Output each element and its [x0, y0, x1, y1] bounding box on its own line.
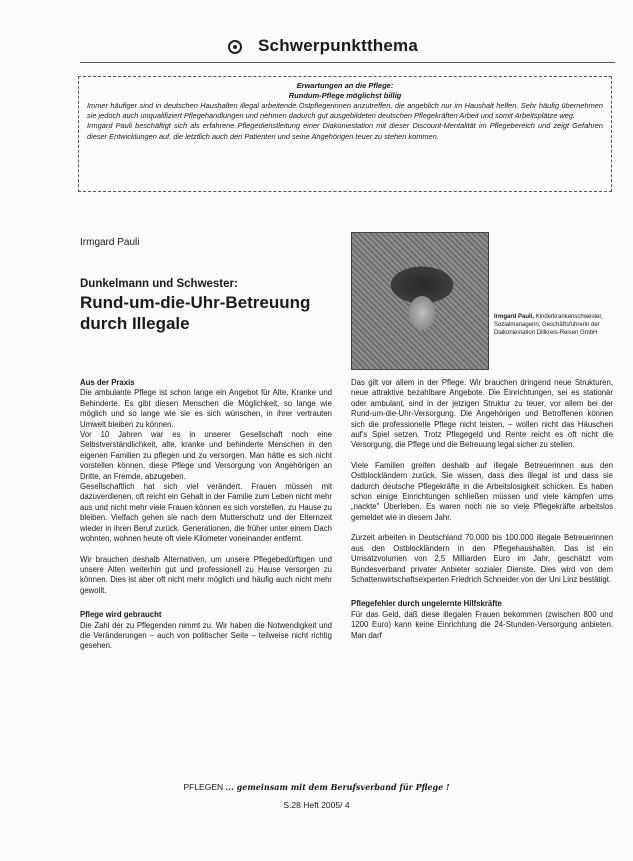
article-author: Irmgard Pauli [80, 237, 140, 248]
intro-box-paragraph: Immer häufiger sind in deutschen Haushalten illegal arbeitende Ostpflegerinnen anzutreffen, die angeblich nur im Haushalt helfen. Sehr häufig übernehmen sie jedoch auch unqualifiziert Pflegehandlungen und nehmen dadurch gut ausgebildeten deutschen Pflegekräften Arbeit und somit Arbeitsplätze weg. [87, 101, 603, 121]
section-title: Schwerpunktthema [258, 36, 419, 55]
paragraph: Die ambulante Pflege ist schon lange ein Angebot für Alte, Kranke und Behinderte. Es gibt diesen Menschen die Möglichkeit, so lange wie möglich und so lange wie sie es sich wünschen, in ihrer vertrauten Umwelt bleiben zu können. [80, 388, 332, 429]
section-heading: Aus der Praxis [80, 378, 135, 387]
footer-page-info: S.28 Heft 2005/ 4 [283, 800, 350, 810]
right-column [351, 378, 613, 651]
section-header [0, 36, 633, 62]
paragraph: Die Zahl der zu Pflegenden nimmt zu. Wir haben die Notwendigkeit und die Veränderungen – auch von politischer Seite – teilweise nicht richtig gesehen. [80, 620, 332, 651]
paragraph: Viele Familien greifen deshalb auf illegale Betreuerinnen aus den Ostblockländern zurück. Sie wissen, dass dies illegal ist und dass sie dadurch deutsche Pflegekräfte in die Arbeitslosigkeit schicken. Es haben schon einige Einrichtungen schließen müssen und viele kämpfen ums „nackte" Überleben. Es waren noch nie so viele Pflegekräfte arbeitslos gemeldet wie in diesem Jahr. [351, 460, 613, 522]
intro-box-paragraph: Irmgard Pauli beschäftigt sich als erfahrene Pflegedienstleitung einer Diakoniestation mit dieser Discount-Mentalität im Pflegebereich und zeigt Gefahren dieser Entwicklungen auf, die letztlich auch den Patienten und seine Angehörigen teuer zu stehen kommen. [87, 121, 603, 141]
caption-name: Irmgard Pauli, [494, 314, 535, 320]
section-heading: Pflege wird gebraucht [80, 610, 162, 620]
caption-text: Kinderkrankenschwester, Sozialmanagerin, Geschäftsführerin der Diakoniestation Dillkreis-Reisen GmbH [494, 314, 603, 336]
section-heading: Pflegefehler durch ungelernte Hilfskräfte [351, 599, 502, 609]
paragraph: Vor 10 Jahren war es in unserer Gesellschaft noch eine Selbstverständlichkeit, alte, kranke und behinderte Menschen in den eigenen Familien zu pflegen und zu versorgen. Man hätte es sich nicht vorstellen können, diese Pflege und Versorgung von Angehörigen an Dritte, an Fremde, abzugeben. [80, 430, 332, 481]
author-photo [351, 232, 489, 370]
paragraph: Wir brauchen deshalb Alternativen, um unsere Pflegebedürftigen und unsere Alten weiterhin gut und professionell zu Hause versorgen zu können. Dies ist aber oft nicht mehr möglich und häufig auch nicht mehr gewollt. [80, 554, 332, 595]
intro-box-title-line1: Erwartungen an die Pflege: [296, 81, 394, 90]
photo-caption [494, 313, 614, 337]
target-bullet-icon [228, 40, 242, 54]
paragraph: Für das Geld, daß diese illegalen Frauen bekommen (zwischen 800 und 1200 Euro) kann keine Einrichtung die 24-Stunden-Versorgung anbieten. Man darf [351, 609, 613, 640]
article-kicker: Dunkelmann und Schwester: [80, 278, 238, 290]
footer-slogan [0, 782, 633, 792]
paragraph: Gesellschaftlich hat sich viel verändert. Frauen müssen mit dazuverdienen, oft reicht ein Gehalt in der Familie zum Leben nicht mehr aus und nicht mehr viele Frauen können es sich vorstellen, zu Hause zu bleiben. Vielfach gehen sie nach dem Mutterschutz und der Elternzeit wieder in ihren Beruf zurück. Generationen, die früher unter einem Dach wohnten, wohnen heute oft viele Kilometer voneinander entfernt. [80, 482, 332, 544]
header-rule [80, 62, 615, 63]
article-headline: Rund-um-die-Uhr-Betreuung durch Illegale [80, 293, 311, 333]
intro-box-title-line2: Rundum-Pflege möglichst billig [288, 91, 402, 100]
footer-slogan-script: ... gemeinsam mit dem Berufsverband für Pflege ! [225, 782, 450, 792]
footer-slogan-prefix: PFLEGEN [183, 782, 224, 792]
left-column [80, 378, 332, 662]
paragraph: Zurzeit arbeiten in Deutschland 70.000 bis 100.000 illegale Betreuerinnen aus den Ostblockländern in den Pflegehaushalten. Das ist ein Umsatzvolumen von 2,5 Milliarden Euro im Jahr, geschätzt vom Bundesverband privater Anbieter sozialer Dienste. Dies wird von dem Schattenwirtschaftsexperten Friedrich Schneider von der Uni Linz bestätigt. [351, 533, 613, 584]
paragraph: Das gilt vor allem in der Pflege. Wir brauchen dringend neue Strukturen, neue attraktive bezahlbare Angebote. Die Einrichtungen, sei es stationär oder ambulant, sind in der jetzigen Struktur zu teuer, vor allem bei der Rund-um-die-Uhr-Versorgung. Die Angehörigen und Betroffenen können sich die professionelle Pflege nicht leisten, – wollen nicht das Häuschen auf's Spiel setzen. Trotz Pflegegeld und Rente reicht es oft nicht die Versorgung, die Pflege und die Betreuung legal sicher zu stellen. [351, 378, 613, 450]
intro-box [78, 76, 612, 192]
